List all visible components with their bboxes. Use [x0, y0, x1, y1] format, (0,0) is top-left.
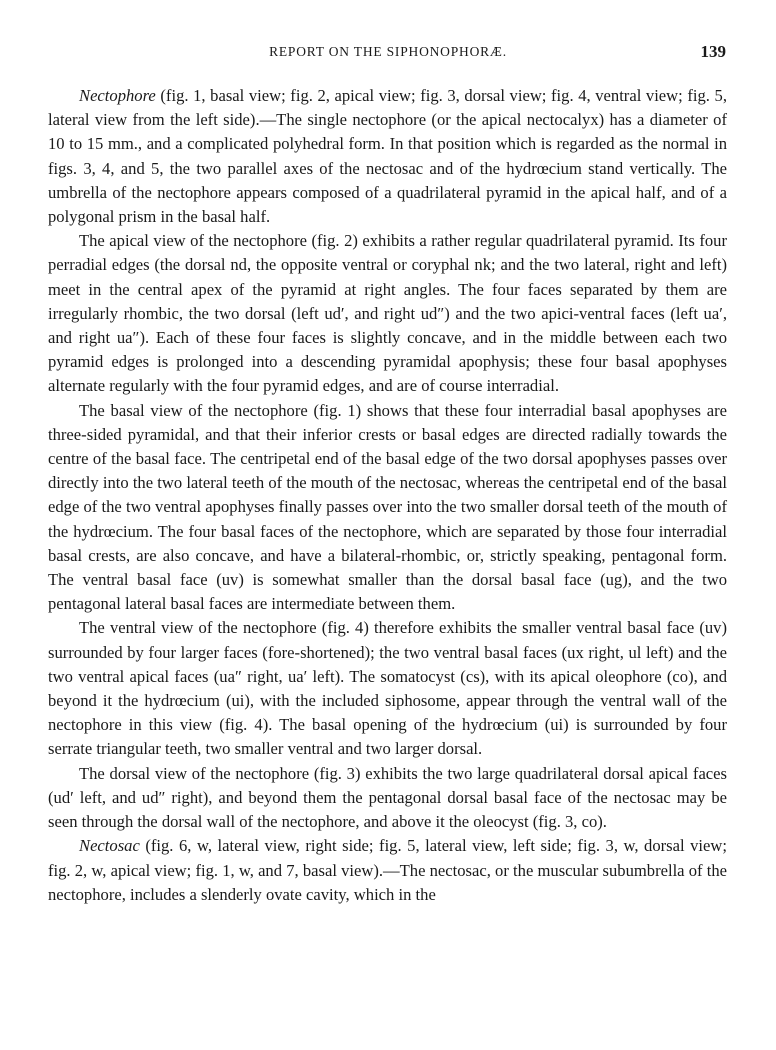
paragraph-text: (fig. 1, basal view; fig. 2, apical view; fig. 3, dorsal view; fig. 4, ventral view; fig. 5, lateral view from the left side).—The single nectophore (or the apical nectocalyx) has a diameter of 10 to 15 mm., and a complicated polyhedral form. In that position which is regarded as the normal in figs. 3, 4, and 5, the two parallel axes of the nectosac and of the hydrœcium stand vertically. The umbrella of the nectophore appears composed of a quadrilateral pyramid in the apical half, and of a polygonal prism in the basal half. — [48, 86, 727, 227]
paragraph-basal-view — [48, 399, 727, 617]
paragraph-ventral-view — [48, 616, 727, 761]
running-header — [50, 44, 726, 68]
paragraph-apical-view — [48, 229, 727, 398]
body-text — [48, 84, 727, 907]
paragraph-text: The dorsal view of the nectophore (fig. 3) exhibits the two large quadrilateral dorsal apical faces (ud′ left, and ud″ right), and beyond them the pentagonal dorsal basal face of the nectosac may be seen through the dorsal wall of the nectophore, and above it the oleocyst (fig. 3, co). — [48, 763, 727, 832]
paragraph-dorsal-view — [48, 762, 727, 835]
paragraph-text: (fig. 6, w, lateral view, right side; fig. 5, lateral view, left side; fig. 3, w, dorsal view; fig. 2, w, apical view; fig. 1, w, and 7, basal view).—The nectosac, or the muscular subumbrella of the nectophore, includes a slenderly ovate cavity, which in the — [48, 836, 727, 904]
paragraph-nectosac — [48, 834, 727, 907]
page-number: 139 — [700, 42, 726, 61]
paragraph-text: The ventral view of the nectophore (fig. 4) therefore exhibits the smaller ventral basal face (uv) surrounded by four larger faces (fore-shortened); the two ventral basal faces (ux right, ul left) and the two ventral apical faces (ua″ right, ua′ left). The somatocyst (cs), with its apical oleophore (co), and beyond it the hydrœcium (ui), with the included siphosome, appear through the ventral wall of the nectophore in this view (fig. 4). The basal opening of the hydrœcium (ui) is surrounded by four serrate triangular teeth, two smaller ventral and two larger dorsal. — [48, 618, 727, 759]
paragraph-lead: Nectosac — [79, 836, 140, 856]
running-title: REPORT ON THE SIPHONOPHORÆ. — [269, 44, 507, 59]
paragraph-text: The apical view of the nectophore (fig. 2) exhibits a rather regular quadrilateral pyramid. Its four perradial edges (the dorsal nd, the opposite ventral or coryphal nk; and the two lateral, right and left) meet in the central apex of the pyramid at right angles. The four faces separated by them are irregularly rhombic, the two dorsal (left ud′, and right ud″) and the two apici-ventral faces (left ua′, and right ua″). Each of these four faces is slightly concave, and in the middle between each two pyramid edges is prolonged into a descending pyramidal apophysis; these four basal apophyses alternate regularly with the four pyramid edges, and are of course interradial. — [48, 231, 727, 396]
paragraph-nectophore — [48, 84, 727, 229]
paragraph-lead: Nectophore — [79, 86, 156, 105]
paragraph-text: The basal view of the nectophore (fig. 1) shows that these four interradial basal apophyses are three-sided pyramidal, and that their inferior crests or basal edges are directed radially towards the centre of the basal face. The centripetal end of the basal edge of the two dorsal apophyses passes over directly into the two lateral teeth of the mouth of the nectosac, whereas the centripetal end of the basal edge of the two ventral apophyses finally passes over into the two smaller dorsal teeth of the mouth of the hydrœcium. The four basal faces of the nectophore, which are separated by those four interradial basal crests, are also concave, and have a bilateral-rhombic, or, strictly speaking, pentagonal form. The ventral basal face (uv) is somewhat smaller than the dorsal basal face (ug), and the two pentagonal lateral basal faces are intermediate between them. — [48, 400, 727, 614]
